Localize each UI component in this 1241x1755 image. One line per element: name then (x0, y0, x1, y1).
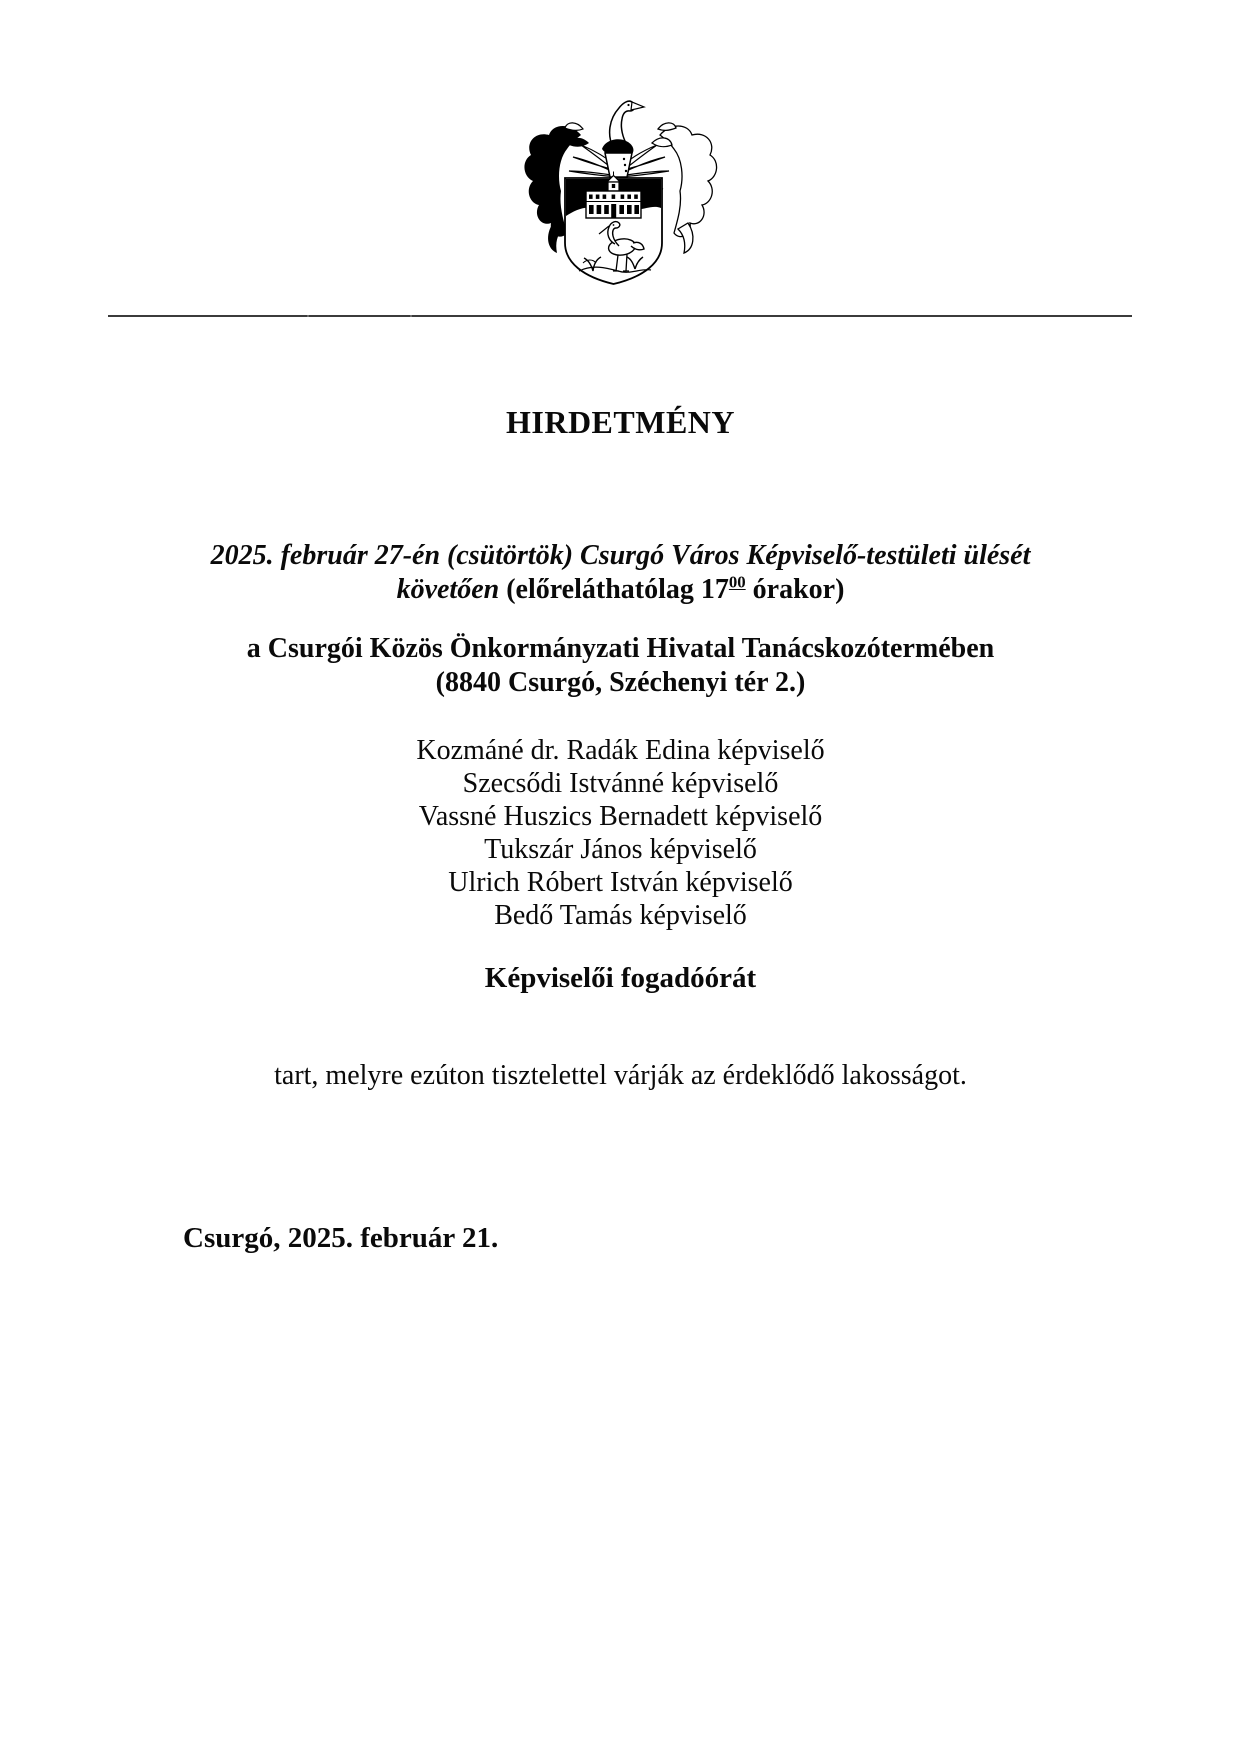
representative-item: Szecsődi Istvánné képviselő (462, 768, 779, 799)
divider-notch (307, 315, 309, 317)
event-title: Képviselői fogadóórát (484, 962, 757, 994)
time-superscript: 00 (728, 572, 746, 592)
closing-text: tart, melyre ezúton tisztelettel várják az érdeklődő lakosságot. (274, 1060, 967, 1091)
venue-address (0, 632, 1241, 700)
representative-item: Tukszár János képviselő (484, 834, 757, 865)
page-title: HIRDETMÉNY (505, 404, 735, 440)
crest-swan (602, 101, 644, 157)
csurgo-coat-of-arms-icon (523, 95, 718, 285)
venue-line1: a Csurgói Közös Önkormányzati Hivatal Tanácskozótermében (246, 633, 995, 664)
header-divider (108, 315, 1132, 317)
meeting-line2: követően (előreláthatólag $17^{00}$ órakor) (396, 572, 845, 605)
representatives-list (0, 734, 1241, 932)
divider-notch (410, 315, 412, 317)
venue-line2: (8840 Csurgó, Széchenyi tér 2.) (435, 667, 806, 698)
meeting-line1: 2025. február 27-én (csütörtök) Csurgó Város Képviselő-testületi ülését (210, 540, 1031, 571)
dateline: Csurgó, 2025. február 21. (183, 1222, 499, 1254)
crest-cup (605, 153, 632, 177)
meeting-datetime (0, 539, 1241, 607)
representative-item: Kozmáné dr. Radák Edina képviselő (416, 735, 825, 766)
representative-item: Bedő Tamás képviselő (494, 900, 747, 931)
crest-shield (565, 172, 662, 285)
representative-item: Ulrich Róbert István képviselő (448, 867, 793, 898)
representative-item: Vassné Huszics Bernadett képviselő (418, 801, 823, 832)
